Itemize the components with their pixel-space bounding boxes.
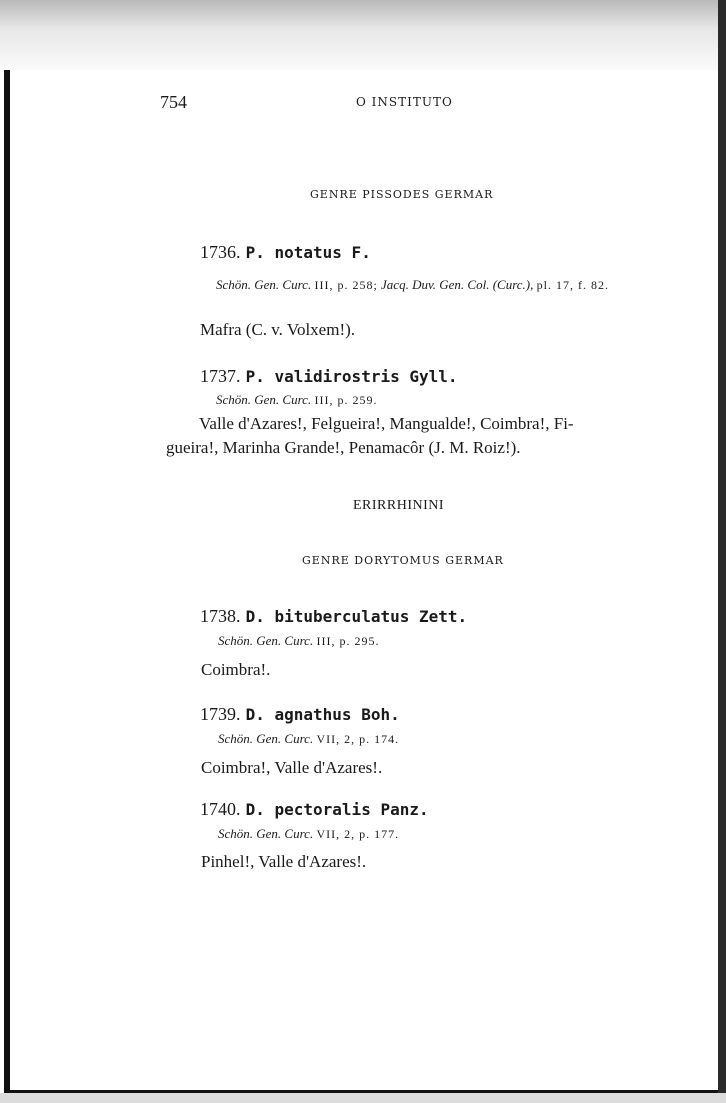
localities-1736: Mafra (C. v. Volxem!). xyxy=(200,320,356,339)
localities-1739: Coimbra!, Valle d'Azares!. xyxy=(201,758,383,777)
page-number: 754 xyxy=(160,92,187,112)
ref-page: VII, 2, p. 177. xyxy=(316,827,400,841)
localities-1740: Pinhel!, Valle d'Azares!. xyxy=(201,852,367,871)
species-number: 1740. xyxy=(200,799,241,819)
ref-page: III, p. 259. xyxy=(314,393,378,407)
species-name: D. bituberculatus Zett. xyxy=(245,607,468,626)
species-number: 1736. xyxy=(200,242,241,262)
ref-page: III, p. 258; xyxy=(314,278,378,292)
ref-work: Schön. Gen. Curc. xyxy=(218,633,314,648)
reference-1736 xyxy=(216,277,646,293)
species-1740 xyxy=(200,799,429,820)
scan-top-shadow xyxy=(0,0,726,70)
localities-1738: Coimbra!. xyxy=(201,660,271,679)
page-frame xyxy=(4,70,724,1096)
reference-1740 xyxy=(218,826,399,842)
genre-heading-dorytomus: GENRE DORYTOMUS GERMAR xyxy=(302,554,504,567)
genre-heading-pissodes: GENRE PISSODES GERMAR xyxy=(310,188,494,201)
species-name: P. notatus F. xyxy=(245,243,371,262)
ref-page: VII, 2, p. 174. xyxy=(316,732,400,746)
species-name: P. validirostris Gyll. xyxy=(245,367,458,386)
species-1739 xyxy=(200,704,400,725)
tribe-heading: ERIRRHININI xyxy=(353,498,445,513)
reference-1738 xyxy=(218,633,379,649)
reference-1737 xyxy=(216,392,377,408)
ref-work: Schön. Gen. Curc. xyxy=(216,392,312,407)
species-name: D. agnathus Boh. xyxy=(245,705,400,724)
ref-work: Schön. Gen. Curc. xyxy=(218,826,314,841)
species-name: D. pectoralis Panz. xyxy=(245,800,429,819)
species-1736 xyxy=(200,242,371,263)
scan-right-edge xyxy=(718,0,726,1103)
species-1737 xyxy=(200,366,458,387)
ref-page: III, p. 295. xyxy=(316,634,380,648)
species-number: 1737. xyxy=(200,366,241,386)
ref-work: Schön. Gen. Curc. xyxy=(216,277,312,292)
ref-work: Schön. Gen. Curc. xyxy=(218,731,314,746)
localities-1737-line1: Valle d'Azares!, Felgueira!, Mangualde!, Coimbra!, Fi- xyxy=(199,414,574,433)
species-1738 xyxy=(200,606,467,627)
reference-1739 xyxy=(218,731,399,747)
species-number: 1738. xyxy=(200,606,241,626)
scan-bottom-edge xyxy=(0,1093,726,1103)
running-title: O INSTITUTO xyxy=(356,95,453,109)
ref-work-2: Jacq. Duv. Gen. Col. (Curc.), xyxy=(381,277,534,292)
species-number: 1739. xyxy=(200,704,241,724)
ref-plate: pl. 17, f. 82. xyxy=(536,278,609,292)
localities-1737-line2: gueira!, Marinha Grande!, Penamacôr (J. M. Roiz!). xyxy=(166,438,521,457)
